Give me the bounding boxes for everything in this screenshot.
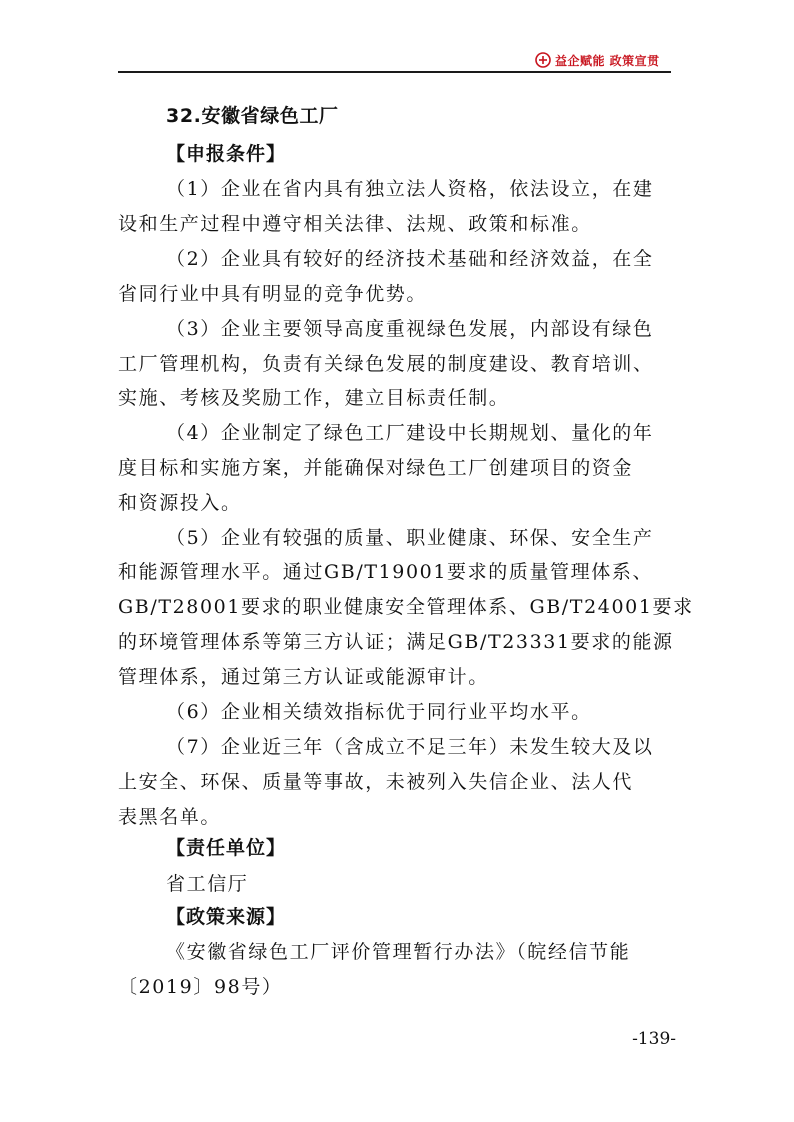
condition-line: （7）企业近三年（含成立不足三年）未发生较大及以 bbox=[166, 736, 654, 758]
condition-line: 和能源管理水平。通过GB/T19001要求的质量管理体系、 bbox=[118, 561, 654, 583]
condition-line: 表黑名单。 bbox=[118, 806, 222, 828]
condition-line: 管理体系，通过第三方认证或能源审计。 bbox=[118, 666, 489, 688]
section-title: 32.安徽省绿色工厂 bbox=[166, 105, 339, 127]
responsible-unit: 省工信厅 bbox=[166, 873, 249, 895]
condition-line: 实施、考核及奖励工作，建立目标责任制。 bbox=[118, 387, 510, 409]
condition-line: 度目标和实施方案，并能确保对绿色工厂创建项目的资金 bbox=[118, 457, 634, 479]
condition-line: （5）企业有较强的质量、职业健康、环保、安全生产 bbox=[166, 527, 654, 549]
header-divider bbox=[118, 71, 671, 73]
source-heading: 【政策来源】 bbox=[166, 906, 287, 928]
condition-line: 省同行业中具有明显的竞争优势。 bbox=[118, 283, 428, 305]
condition-line: （2）企业具有较好的经济技术基础和经济效益，在全 bbox=[166, 248, 654, 270]
company-logo-icon bbox=[535, 52, 551, 68]
condition-line: 上安全、环保、质量等事故，未被列入失信企业、法人代 bbox=[118, 771, 634, 793]
conditions-heading: 【申报条件】 bbox=[166, 143, 287, 165]
condition-line: 和资源投入。 bbox=[118, 492, 242, 514]
brand-text: 益企赋能 政策宣贯 bbox=[555, 53, 660, 68]
condition-line: （4）企业制定了绿色工厂建设中长期规划、量化的年 bbox=[166, 422, 654, 444]
responsible-heading: 【责任单位】 bbox=[166, 837, 287, 859]
condition-line: （6）企业相关绩效指标优于同行业平均水平。 bbox=[166, 701, 592, 723]
condition-line: （3）企业主要领导高度重视绿色发展，内部设有绿色 bbox=[166, 318, 654, 340]
source-line: 《安徽省绿色工厂评价管理暂行办法》（皖经信节能 bbox=[166, 941, 631, 963]
condition-line: 的环境管理体系等第三方认证；满足GB/T23331要求的能源 bbox=[118, 631, 674, 653]
condition-line: 工厂管理机构，负责有关绿色发展的制度建设、教育培训、 bbox=[118, 353, 654, 375]
page-number: -139- bbox=[632, 1029, 676, 1049]
condition-line: 设和生产过程中遵守相关法律、法规、政策和标准。 bbox=[118, 213, 592, 235]
header-brand bbox=[535, 50, 660, 70]
source-line: 〔2019〕98号） bbox=[118, 976, 283, 998]
condition-line: GB/T28001要求的职业健康安全管理体系、GB/T24001要求 bbox=[118, 596, 694, 618]
condition-line: （1）企业在省内具有独立法人资格，依法设立，在建 bbox=[166, 178, 654, 200]
